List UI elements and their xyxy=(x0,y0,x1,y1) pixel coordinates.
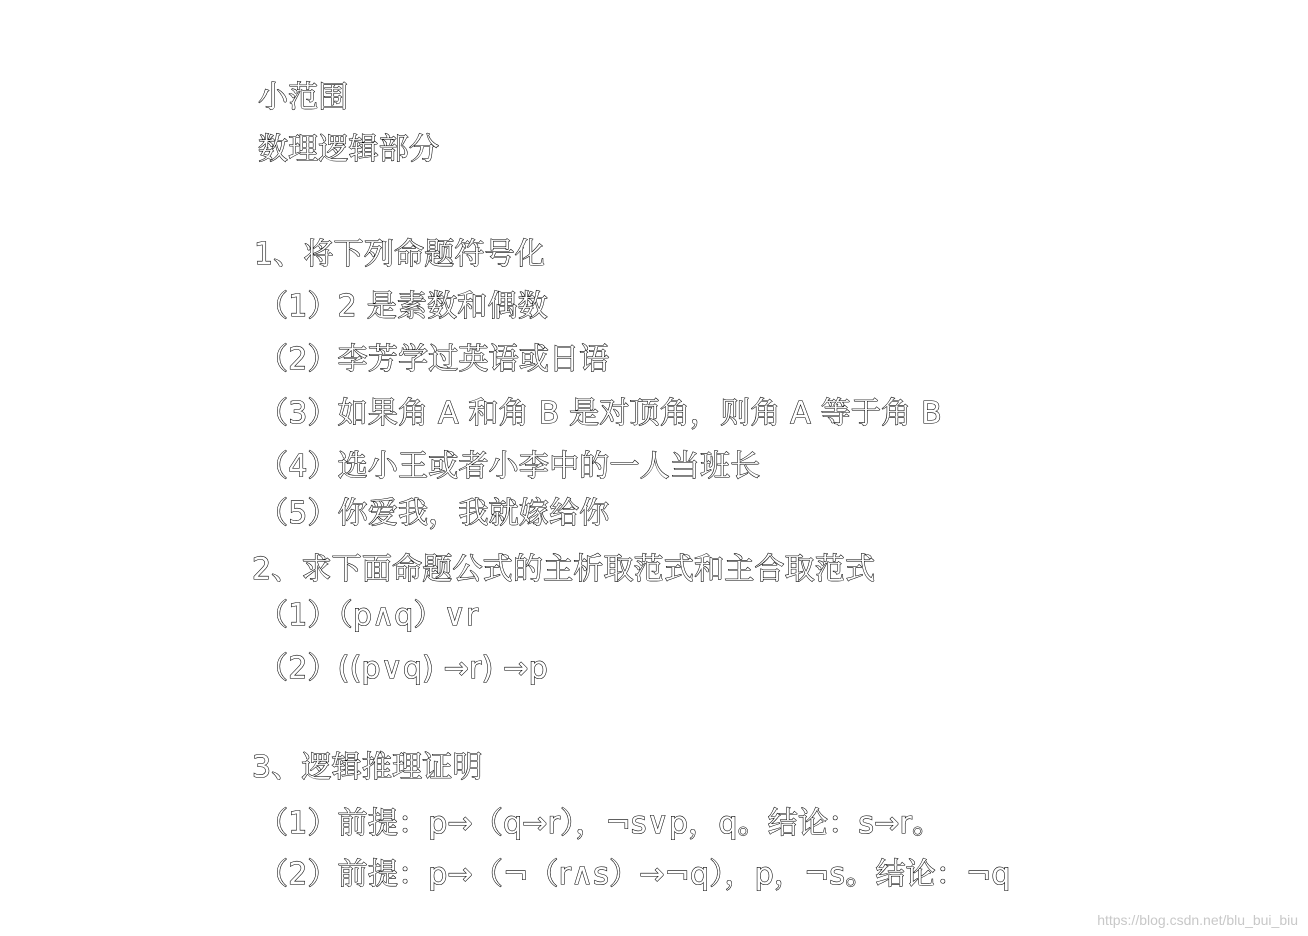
watermark-url: https://blog.csdn.net/blu_bui_biu xyxy=(1097,912,1298,928)
section-1-item-1: （1）2 是素数和偶数 xyxy=(258,289,548,324)
section-1-item-2: （2）李芳学过英语或日语 xyxy=(258,342,610,377)
section-1-item-4: （4）选小王或者小李中的一人当班长 xyxy=(258,449,761,484)
section-2-item-1: （1）（p∧q）∨r xyxy=(258,598,479,633)
section-2-item-2: （2）((p∨q) →r) →p xyxy=(258,651,548,686)
section-1-item-3: （3）如果角 A 和角 B 是对顶角，则角 A 等于角 B xyxy=(258,396,942,431)
section-3-heading: 3、逻辑推理证明 xyxy=(252,750,483,785)
section-3-item-2: （2）前提：p→（¬（r∧s）→¬q），p，¬s。结论：¬q xyxy=(258,857,1011,892)
section-3-item-1: （1）前提：p→（q→r），¬s∨p，q。结论：s→r。 xyxy=(258,806,943,841)
doc-subtitle: 数理逻辑部分 xyxy=(258,132,440,167)
section-1-item-5: （5）你爱我，我就嫁给你 xyxy=(258,496,610,531)
section-2-heading: 2、求下面命题公式的主析取范式和主合取范式 xyxy=(252,552,876,587)
doc-title: 小范围 xyxy=(258,80,349,115)
section-1-heading: 1、将下列命题符号化 xyxy=(254,237,546,272)
